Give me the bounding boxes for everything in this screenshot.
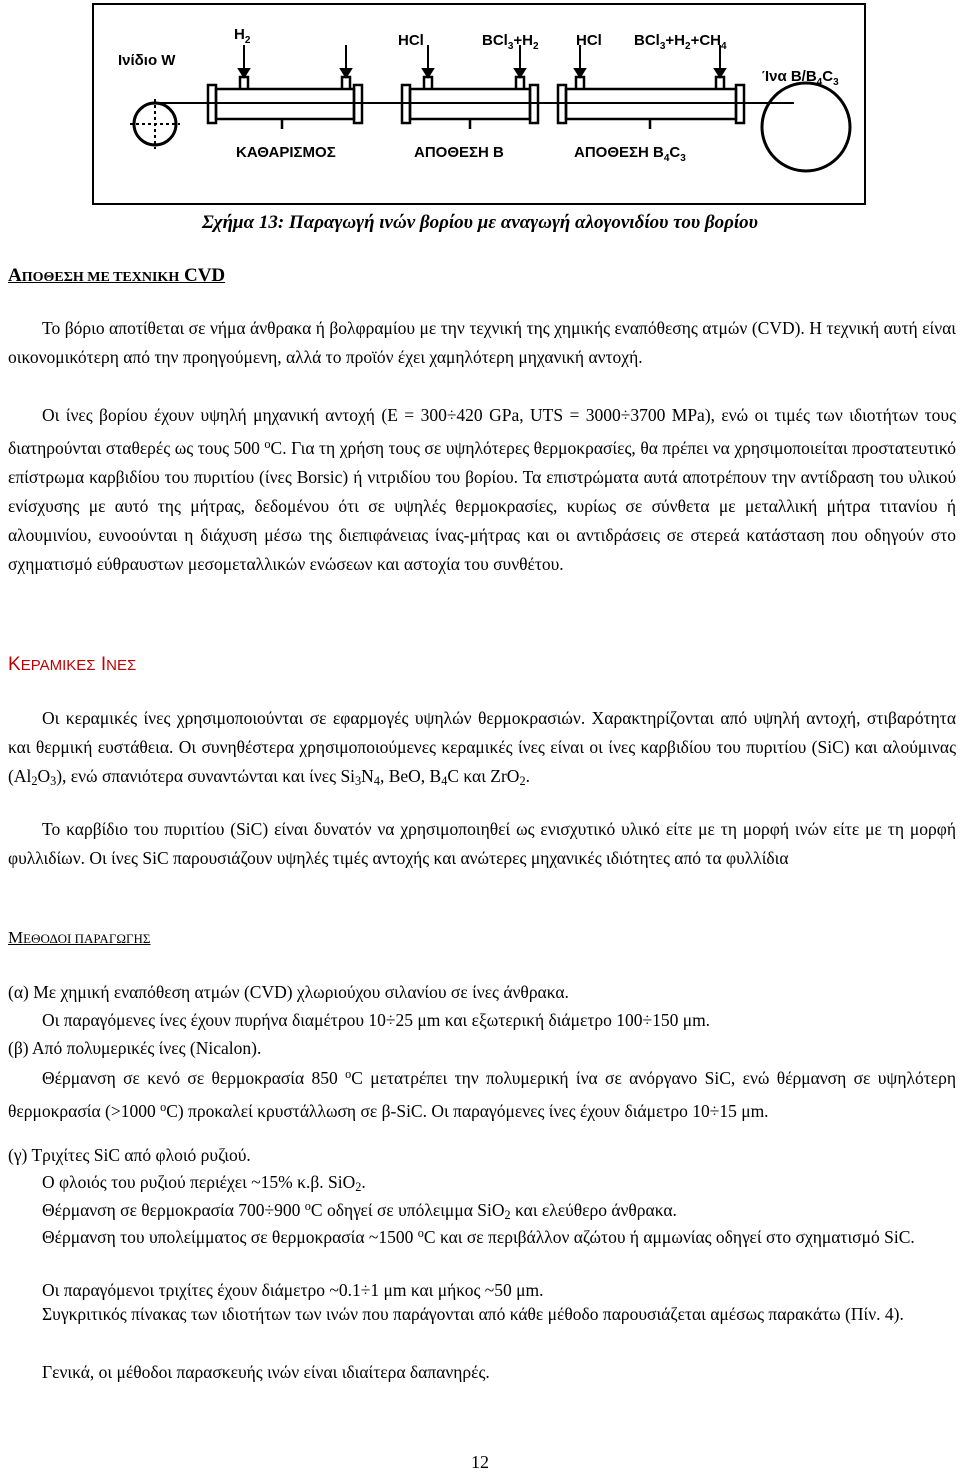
ceramic-paragraph-2: Το καρβίδιο του πυριτίου (SiC) είναι δυνατόν να χρησιμοποιηθεί ως ενισχυτικό υλικό είτε με τη μορφή ινών είτε με τη μορφή φυλλιδίων. Οι ίνες SiC παρουσιάζουν υψηλές τιμές αντοχής και ανώτερες μηχανικές ιδιότητες από τα φυλλίδια	[8, 819, 956, 868]
cvd-heading: ΑΠΟΘΕΣΗ ΜΕ ΤΕΧΝΙΚΗ CVD	[8, 265, 226, 286]
method-c-line-5: Συγκριτικός πίνακας των ιδιοτήτων των ινών που παράγονται από κάθε μέθοδο παρουσιάζεται αμέσως παρακάτω (Πίν. 4).	[42, 1304, 904, 1324]
figure-caption: Σχήμα 13: Παραγωγή ινών βορίου με αναγωγή αλογονιδίου του βορίου	[202, 212, 758, 233]
methods-heading: ΜΕΘΟΔΟΙ ΠΑΡΑΓΩΓΗΣ	[8, 928, 151, 947]
stage-boron-label: ΑΠΟΘΕΣΗ Β	[414, 144, 504, 161]
method-b: (β) Από πολυμερικές ίνες (Nicalon).	[8, 1038, 262, 1058]
fiber-b-b4c-label: Ίνα $B/B_4C_3$	[762, 68, 839, 88]
method-b-detail: Θέρμανση σε κενό σε θερμοκρασία 850 $^o$C μετατρέπει την πολυμερική ίνα σε ανόργανο SiC, ενώ θέρμανση σε υψηλότερη θερμοκρασία (>1000 $^o$C) προκαλεί κρυστάλλωση σε β-SiC. Οι παραγόμενες ίνες έχουν διάμετρο 10÷15 μm.	[8, 1067, 956, 1122]
gas-hcl-label-1: HCl	[398, 32, 424, 49]
stage-b4c-label: ΑΠΟΘΕΣΗ $B_4C_3$	[574, 144, 686, 164]
method-c: (γ) Τριχίτες SiC από φλοιό ρυζιού.	[8, 1145, 251, 1165]
gas-bcl3-h2-label: $BCl_3+H_2$	[482, 32, 539, 52]
gas-hcl-label-2: HCl	[576, 32, 602, 49]
gas-h2-label: $H_2$	[234, 26, 251, 46]
method-a: (α) Με χημική εναπόθεση ατμών (CVD) χλωριούχου σιλανίου σε ίνες άνθρακα.	[8, 982, 569, 1002]
cvd-paragraph-1: Το βόριο αποτίθεται σε νήμα άνθρακα ή βολφραμίου με την τεχνική της χημικής εναπόθεσης ατμών (CVD). Η τεχνική αυτή είναι οικονομικότερη από την προηγούμενη, αλλά το προϊόν έχει χαμηλότερη μηχανική αντοχή.	[8, 318, 956, 367]
method-c-line-6: Γενικά, οι μέθοδοι παρασκευής ινών είναι ιδιαίτερα δαπανηρές.	[42, 1362, 490, 1382]
ceramic-heading: ΚΕΡΑΜΙΚΕΣ ΙΝΕΣ	[8, 654, 137, 675]
method-c-line-1: Ο φλοιός του ρυζιού περιέχει ~15% κ.β. SiO$_2$.	[42, 1172, 366, 1195]
stage-cleaning-label: ΚΑΘΑΡΙΣΜΟΣ	[236, 144, 336, 161]
page-number: 12	[471, 1452, 489, 1472]
ceramic-paragraph-1: Οι κεραμικές ίνες χρησιμοποιούνται σε εφαρμογές υψηλών θερμοκρασιών. Χαρακτηρίζονται από υψηλή αντοχή, στιβαρότητα και θερμική ευστάθεια. Οι συνηθέστερα χρησιμοποιούμενες κεραμικές ίνες είναι οι ίνες καρβιδίου του πυριτίου (SiC) και αλούμινας $(Al_2O_3)$, ενώ σπανιότερα συναντώνται και ίνες $Si_3N_4$, BeO, $B_4C$ και ZrO$_2$.	[8, 708, 956, 789]
boron-fiber-spool-icon	[762, 83, 850, 171]
fiber-w-label: Ινίδιο W	[118, 52, 176, 69]
method-c-line-4: Οι παραγόμενοι τριχίτες έχουν διάμετρο ~0.1÷1 μm και μήκος ~50 μm.	[42, 1280, 544, 1300]
method-a-detail: Οι παραγόμενες ίνες έχουν πυρήνα διαμέτρου 10÷25 μm και εξωτερική διάμετρο 100÷150 μm.	[42, 1010, 711, 1030]
method-c-line-3: Θέρμανση του υπολείμματος σε θερμοκρασία ~1500 $^o$C και σε περιβάλλον αζώτου ή αμμωνίας οδηγεί στο σχηματισμό SiC.	[42, 1226, 915, 1248]
figure-13	[92, 3, 866, 205]
cvd-reactor-diagram	[94, 5, 868, 207]
gas-mix-label: $BCl_3+H_2+CH_4$	[634, 32, 727, 52]
method-c-line-2: Θέρμανση σε θερμοκρασία 700÷900 $^o$C οδηγεί σε υπόλειμμα SiO$_2$ και ελεύθερο άνθρακα.	[42, 1199, 677, 1223]
cvd-paragraph-2: Οι ίνες βορίου έχουν υψηλή μηχανική αντοχή (E = 300÷420 GPa, UTS = 3000÷3700 MPa), ενώ οι τιμές των ιδιοτήτων τους διατηρούνται σταθερές ως τους 500 $^o$C. Για τη χρήση τους σε υψηλότερες θερμοκρασίες, θα πρέπει να χρησιμοποιείται προστατευτικό επίστρωμα καρβιδίου του πυριτίου (ίνες Borsic) ή νιτριδίου του βορίου. Τα επιστρώματα αυτά αποτρέπουν την αντίδραση του υλικού ενίσχυσης με αυτό της μήτρας, δεδομένου ότι σε υψηλές θερμοκρασίες, κυρίως σε σύνθετα με μεταλλική μήτρα τιτανίου ή αλουμινίου, ευνοούνται η διάχυση μέσω της διεπιφάνειας ίνας-μήτρας και οι αντιδράσεις σε στερεά κατάσταση που οδηγούν στο σχηματισμό εύθραυστων μεσομεταλλικών ενώσεων και αστοχία του συνθέτου.	[8, 405, 956, 575]
